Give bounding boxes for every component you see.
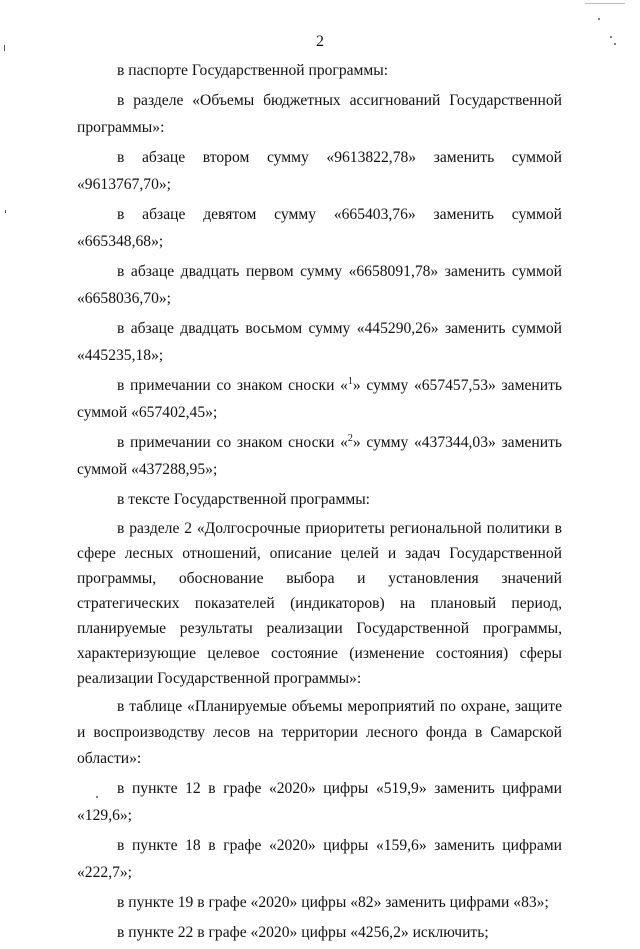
scan-speck: [585, 3, 625, 4]
paragraph-section-2: в разделе 2 «Долгосрочные приоритеты региональной политики в сфере лесных отношений, описание целей и задач Государственной программы, обоснование выбора и установления значений стратегических показателей (индикаторов) на плановый период, планируемые результаты реализации Государственной программы, характеризующие целевое состояние (изменение состояния) сферы реализации Государственной программы»:: [77, 520, 562, 687]
paragraph-item-18: в пункте 18 в графе «2020» цифры «159,6» заменить цифрами «222,7»;: [77, 837, 562, 881]
paragraph-passport-intro: в паспорте Государственной программы:: [117, 62, 389, 79]
page-number: 2: [316, 33, 324, 50]
paragraph-twenty-first-abzac: в абзаце двадцать первом сумму «6658091,78» заменить суммой «6658036,70»;: [77, 263, 562, 307]
paragraph-item-19: в пункте 19 в графе «2020» цифры «82» заменить цифрами «83»;: [117, 894, 549, 911]
paragraph-footnote-1: [77, 372, 562, 426]
paragraph-table-intro: в таблице «Планируемые объемы мероприятий по охране, защите и воспроизводству лесов на территории лесного фонда в Самарской области»:: [77, 698, 562, 767]
paragraph-item-12: в пункте 12 в графе «2020» цифры «519,9» заменить цифрами «129,6»;: [77, 780, 562, 824]
paragraph-section-budget: в разделе «Объемы бюджетных ассигнований Государственной программы»:: [77, 92, 562, 136]
paragraph-twenty-eighth-abzac: в абзаце двадцать восьмом сумму «445290,26» заменить суммой «445235,18»;: [77, 320, 562, 364]
footnote-1-mark: 1: [347, 375, 353, 387]
scan-speck: [5, 210, 6, 213]
scan-speck: [96, 796, 98, 798]
footnote-2-pre: в примечании со знаком сноски «: [117, 434, 348, 451]
paragraph-footnote-2: [77, 429, 562, 483]
paragraph-second-abzac: в абзаце втором сумму «9613822,78» заменить суммой «9613767,70»;: [77, 149, 562, 193]
footnote-1-pre: в примечании со знаком сноски «: [117, 377, 348, 394]
document-body: [77, 57, 562, 949]
footnote-1-post: » сумму «657457,53» заменить суммой «657402,45»;: [77, 377, 562, 421]
paragraph-program-text-intro: в тексте Государственной программы:: [117, 491, 371, 508]
scan-speck: [610, 36, 612, 38]
scan-speck: [598, 18, 600, 20]
footnote-2-post: » сумму «437344,03» заменить суммой «437288,95»;: [77, 434, 562, 478]
paragraph-item-22: в пункте 22 в графе «2020» цифры «4256,2» исключить;: [117, 924, 489, 941]
scan-speck: [4, 45, 5, 51]
footnote-2-mark: 2: [347, 432, 353, 444]
paragraph-ninth-abzac: в абзаце девятом сумму «665403,76» заменить суммой «665348,68»;: [77, 206, 562, 250]
scan-speck: [614, 43, 616, 45]
